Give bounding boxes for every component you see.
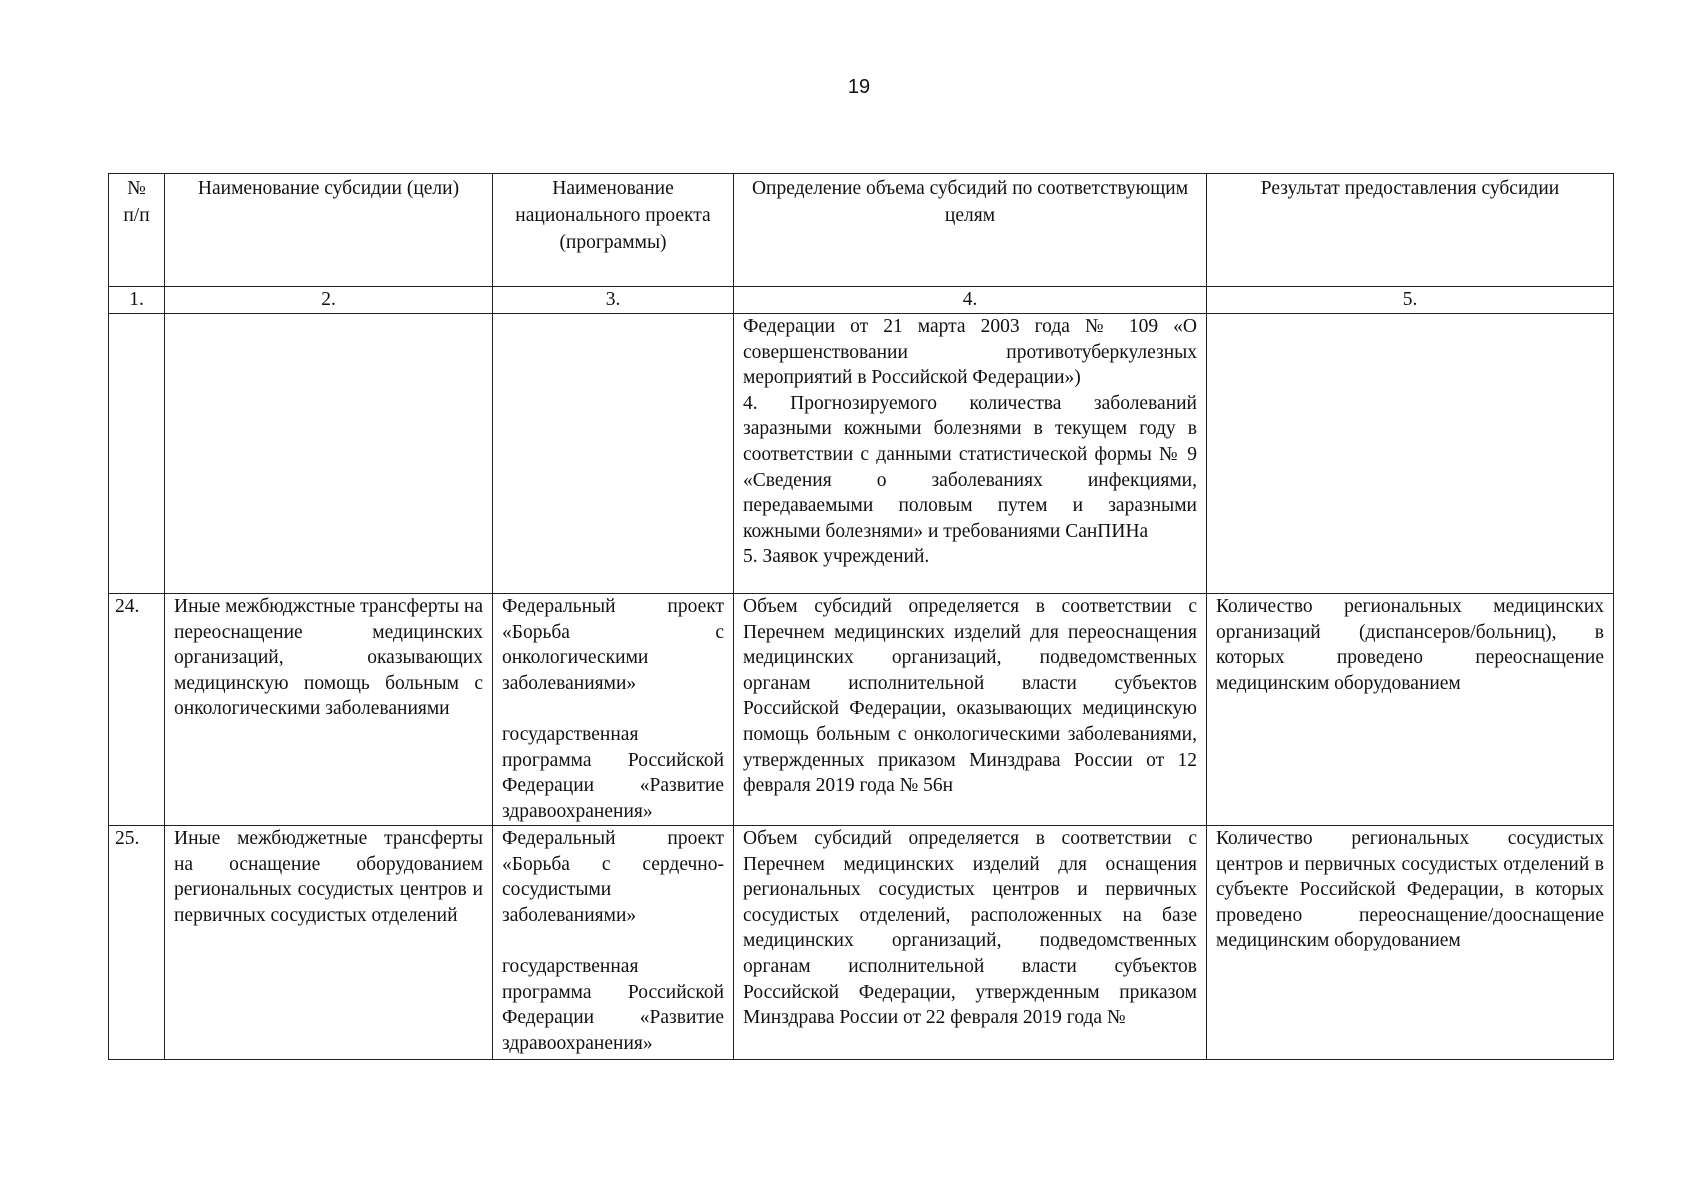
page-number: 19 xyxy=(847,76,871,98)
column-number: 2. xyxy=(165,287,493,314)
header-subsidy-name: Наименование субсидии (цели) xyxy=(165,174,493,287)
row-number xyxy=(109,314,165,594)
project-name-text: Федеральный проект «Борьба с онкологическими заболеваниями» xyxy=(502,596,724,694)
subsidy-result: Количество региональных сосудистых центров и первичных сосудистых отделений в субъекте Российской Федерации, в которых проведено переоснащение/дооснащение медицинским оборудованием xyxy=(1207,826,1614,1060)
project-name-text: Федеральный проект «Борьба с сердечно-сосудистыми заболеваниями» xyxy=(502,828,724,926)
row-number: 25. xyxy=(109,826,165,1060)
project-name xyxy=(493,826,734,1060)
definition-paragraph: 4. Прогнозируемого количества заболеваний заразными кожными болезнями в текущем году в соответствии с данными статистической формы № 9 «Сведения о заболеваниях инфекциями, передаваемыми половым путем и заразными кожными болезнями» и требованиями СанПИНа xyxy=(743,392,1197,542)
column-number: 3. xyxy=(493,287,734,314)
volume-definition xyxy=(734,314,1207,594)
program-name-text: государственная программа Российской Федерации «Развитие здравоохранения» xyxy=(502,955,724,1054)
volume-definition xyxy=(734,826,1207,1060)
header-number: № п/п xyxy=(109,174,165,287)
header-project-name: Наименование национального проекта (программы) xyxy=(493,174,734,287)
program-name-text: государственная программа Российской Федерации «Развитие здравоохранения» xyxy=(502,723,724,822)
column-number: 5. xyxy=(1207,287,1614,314)
column-number: 4. xyxy=(734,287,1207,314)
volume-definition xyxy=(734,594,1207,826)
definition-paragraph: 5. Заявок учреждений. xyxy=(743,546,930,568)
table-row xyxy=(109,826,1614,1060)
table-header-row xyxy=(109,174,1614,287)
subsidy-result xyxy=(1207,314,1614,594)
column-number: 1. xyxy=(109,287,165,314)
definition-paragraph: Объем субсидий определяется в соответствии с Перечнем медицинских изделий для переоснащения медицинских организаций, подведомственных органам исполнительной власти субъектов Российской Федерации, оказывающих медицинскую помощь больным с онкологическими заболеваниями, утвержденных приказом Минздрава России от 12 февраля 2019 года № 56н xyxy=(743,596,1197,797)
subsidy-name: Иные межбюджетные трансферты на оснащение оборудованием региональных сосудистых центров и первичных сосудистых отделений xyxy=(165,826,493,1060)
subsidy-name: Иные межбюджстные трансферты на переоснащение медицинских организаций, оказывающих медицинскую помощь больным с онкологическими заболеваниями xyxy=(165,594,493,826)
project-name xyxy=(493,314,734,594)
header-volume-definition: Определение объема субсидий по соответствующим целям xyxy=(734,174,1207,287)
subsidy-table xyxy=(108,173,1614,1060)
header-result: Результат предоставления субсидии xyxy=(1207,174,1614,287)
project-name xyxy=(493,594,734,826)
column-numbers-row xyxy=(109,287,1614,314)
definition-paragraph: Федерации от 21 марта 2003 года № 109 «О совершенствовании противотуберкулезных мероприятий в Российской Федерации») xyxy=(743,316,1197,389)
subsidy-name xyxy=(165,314,493,594)
table-row xyxy=(109,594,1614,826)
table-row xyxy=(109,314,1614,594)
subsidy-result: Количество региональных медицинских организаций (диспансеров/больниц), в которых проведено переоснащение медицинским оборудованием xyxy=(1207,594,1614,826)
row-number: 24. xyxy=(109,594,165,826)
definition-paragraph: Объем субсидий определяется в соответствии с Перечнем медицинских изделий для оснащения региональных сосудистых центров и первичных сосудистых отделений, расположенных на базе медицинских организаций, подведомственных органам исполнительной власти субъектов Российской Федерации, утвержденным приказом Минздрава России от 22 февраля 2019 года № xyxy=(743,828,1197,1029)
